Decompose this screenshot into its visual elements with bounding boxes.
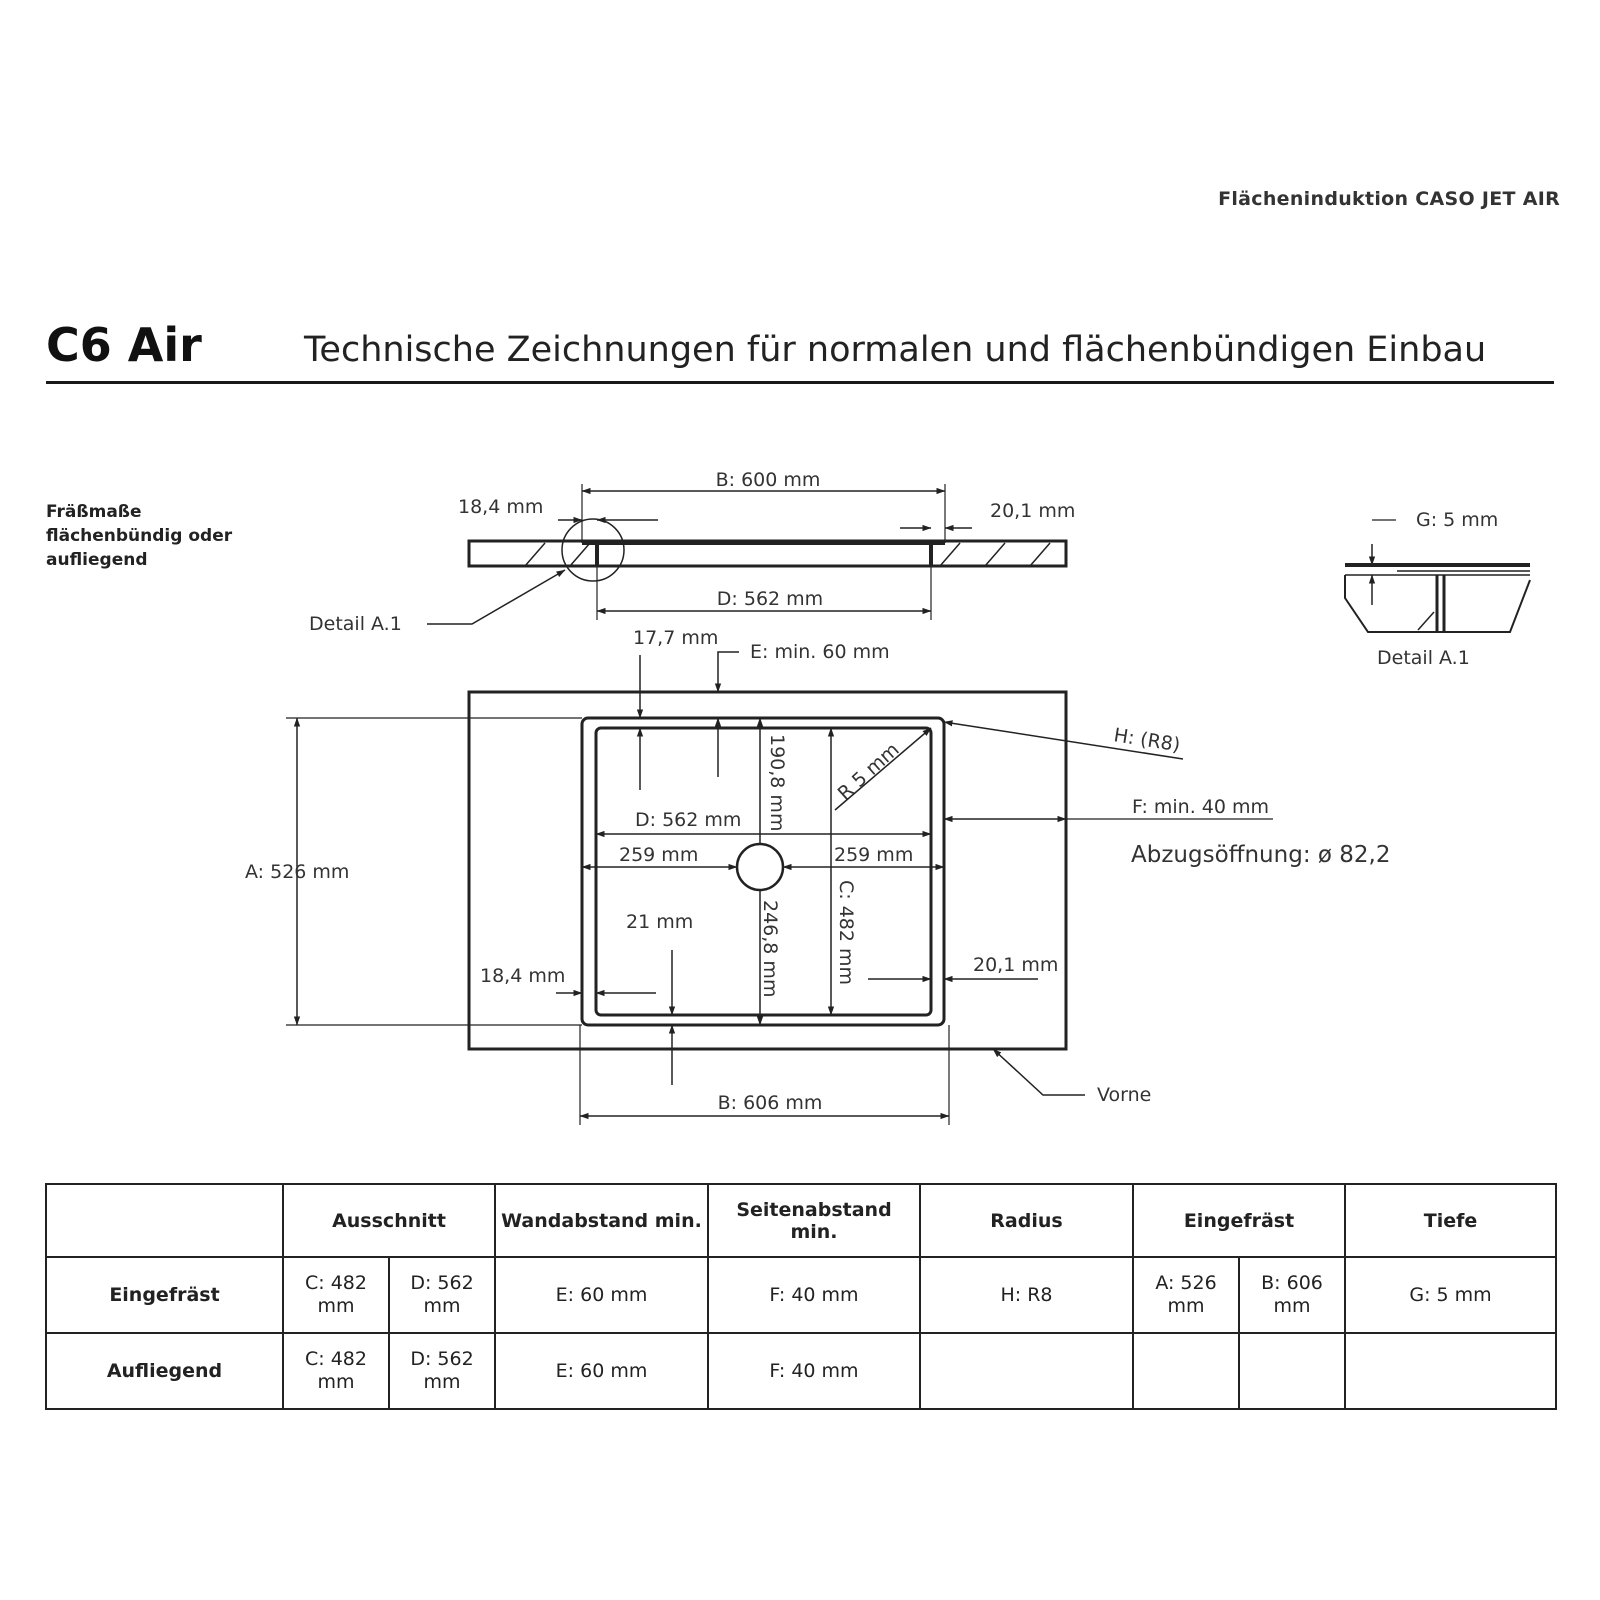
detail-view bbox=[1345, 520, 1530, 632]
side-d-label: D: 562 mm bbox=[716, 588, 824, 610]
cell-text: C: 482 mm bbox=[305, 1272, 367, 1317]
detail-hatch bbox=[1418, 612, 1434, 630]
hatch bbox=[985, 543, 1005, 566]
radius-label: R 5 mm bbox=[833, 738, 904, 805]
cell-d bbox=[389, 1333, 495, 1409]
d-inner-label: D: 562 mm bbox=[635, 809, 742, 831]
header-wandabstand: Wandabstand min. bbox=[495, 1184, 708, 1257]
hatch bbox=[525, 543, 545, 566]
header-tiefe: Tiefe bbox=[1345, 1184, 1556, 1257]
row-label: Eingefräst bbox=[46, 1257, 283, 1333]
cell-d bbox=[389, 1257, 495, 1333]
outlet-hole bbox=[737, 844, 783, 890]
header-seitenabstand: Seitenabstand min. bbox=[708, 1184, 920, 1257]
spec-table bbox=[45, 1183, 1557, 1410]
h-label: H: (R8) bbox=[1112, 724, 1182, 757]
top-view bbox=[286, 652, 1273, 1125]
a-label: A: 526 mm bbox=[245, 861, 350, 883]
cell-b bbox=[1239, 1257, 1345, 1333]
right-to-hole-label: 259 mm bbox=[834, 844, 914, 866]
model-title: C6 Air bbox=[46, 318, 202, 372]
header-ausschnitt: Ausschnitt bbox=[283, 1184, 495, 1257]
product-line-label: Flächeninduktion CASO JET AIR bbox=[1218, 188, 1560, 210]
cell-a bbox=[1133, 1333, 1239, 1409]
detail-circle bbox=[562, 519, 624, 581]
outlet-label: Abzugsöffnung: ø 82,2 bbox=[1131, 842, 1391, 868]
cell-a bbox=[1133, 1257, 1239, 1333]
left-to-hole-label: 259 mm bbox=[619, 844, 699, 866]
cell-text: C: 482 mm bbox=[305, 1348, 367, 1393]
front-leader bbox=[993, 1049, 1085, 1095]
cell-c bbox=[283, 1257, 389, 1333]
f-label: F: min. 40 mm bbox=[1132, 796, 1270, 818]
e-label: E: min. 60 mm bbox=[750, 641, 890, 663]
hatch bbox=[940, 543, 960, 566]
hatch bbox=[570, 543, 590, 566]
cell-text: D: 562 mm bbox=[410, 1348, 474, 1393]
cell-text: B: 606 mm bbox=[1261, 1272, 1323, 1317]
cell-c bbox=[283, 1333, 389, 1409]
side-left-offset-label: 18,4 mm bbox=[458, 496, 544, 518]
front-label: Vorne bbox=[1097, 1084, 1152, 1106]
cell-radius bbox=[920, 1333, 1133, 1409]
cell-wandabstand: E: 60 mm bbox=[495, 1333, 708, 1409]
header-empty bbox=[46, 1184, 283, 1257]
right-gap-label: 20,1 mm bbox=[973, 954, 1059, 976]
cell-text: D: 562 mm bbox=[410, 1272, 474, 1317]
cell-wandabstand: E: 60 mm bbox=[495, 1257, 708, 1333]
b-outer-label: B: 606 mm bbox=[717, 1092, 823, 1114]
page-subtitle: Technische Zeichnungen für normalen und flächenbündigen Einbau bbox=[304, 330, 1487, 370]
bottom-gap-label: 21 mm bbox=[626, 911, 694, 933]
table-row bbox=[46, 1257, 1556, 1333]
depth-to-hole-label: 190,8 mm bbox=[766, 734, 788, 832]
detail-g-label: G: 5 mm bbox=[1416, 509, 1499, 531]
table-row bbox=[46, 1333, 1556, 1409]
c-label: C: 482 mm bbox=[835, 880, 857, 986]
milling-note-line: Fräßmaße bbox=[46, 502, 142, 522]
milling-note-line: aufliegend bbox=[46, 550, 148, 570]
milling-note-line: flächenbündig oder bbox=[46, 526, 233, 546]
cell-radius: H: R8 bbox=[920, 1257, 1133, 1333]
table-header-row bbox=[46, 1184, 1556, 1257]
side-b-label: B: 600 mm bbox=[715, 469, 821, 491]
header-radius: Radius bbox=[920, 1184, 1133, 1257]
side-detail-label: Detail A.1 bbox=[309, 613, 402, 635]
cell-b bbox=[1239, 1333, 1345, 1409]
header-eingefraest: Eingefräst bbox=[1133, 1184, 1345, 1257]
hole-to-front-label: 246,8 mm bbox=[759, 900, 781, 998]
cell-seitenabstand: F: 40 mm bbox=[708, 1333, 920, 1409]
cell-text: A: 526 mm bbox=[1155, 1272, 1217, 1317]
detail-leader bbox=[427, 570, 565, 624]
left-gap-label: 18,4 mm bbox=[480, 965, 566, 987]
cell-seitenabstand: F: 40 mm bbox=[708, 1257, 920, 1333]
cell-tiefe: G: 5 mm bbox=[1345, 1257, 1556, 1333]
cell-tiefe bbox=[1345, 1333, 1556, 1409]
side-right-offset-label: 20,1 mm bbox=[990, 500, 1076, 522]
hatch bbox=[1030, 543, 1050, 566]
detail-title: Detail A.1 bbox=[1377, 647, 1470, 669]
dimension-e-leader bbox=[718, 652, 739, 692]
row-label: Aufliegend bbox=[46, 1333, 283, 1409]
top-offset-label: 17,7 mm bbox=[633, 627, 719, 649]
